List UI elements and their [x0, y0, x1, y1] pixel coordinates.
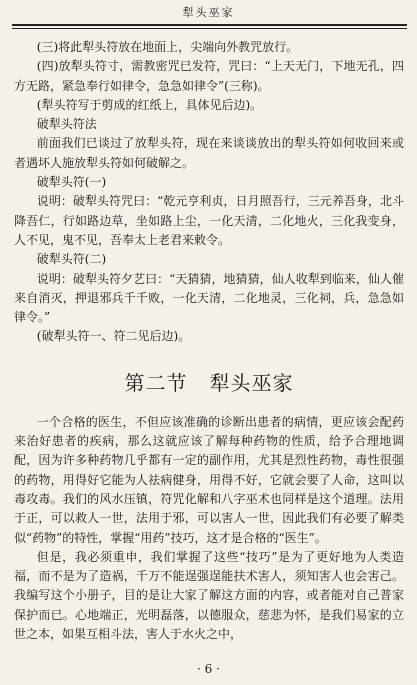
page-body	[14, 38, 404, 644]
page-number: · 6 ·	[197, 662, 220, 676]
paragraph: 一个合格的医生，不但应该准确的诊断出患者的病情，更应该会配药来治好患者的疾病，那么这就应该了解每种药物的性质，给予合理地调配，因为许多种药物几乎都有一定的副作用，尤其是烈性药物，毒性很强的药物，用得好它能为人祛病健身，用得不好，它就会要了人命，这叫以毒攻毒。我们的风水压镇，符咒化解和八字巫术也同样是这个道理。法用于正，可以救人一世，法用于邪，可以害人一世，因此我们有必要了解类似“药物”的特性，掌握“用药”技巧，这才是合格的“医生”。	[14, 414, 404, 545]
paragraph: (四)放犁头符寸，需教密咒已发符，咒曰：“上天无门，下地无孔，四方无路，紧急奉行如律令，急急如律令”(三称)。	[14, 59, 404, 93]
paragraph: 说明：破犁头符咒曰：“乾元亨利贞，日月照吾行，三元养吾身，北斗降吾仁，行如路边草，坐如路上尘，一化天清，二化地火，三化我变身，人不见，鬼不见，吾奉太上老君来敕令。	[14, 194, 404, 247]
paragraph: (犁头符写于剪成的红纸上，具体见后边)。	[36, 97, 263, 112]
subheading: 破犁头符法	[36, 117, 97, 132]
subheading: 破犁头符(一)	[36, 175, 107, 190]
header-rule-thin	[12, 28, 407, 29]
paragraph: 但是，我必须重申，我们掌握了这些“技巧”是为了更好地为人类造福，而不是为了造祸，千万不能逞强逞能扶术害人，须知害人也会害己。我编写这个小册子，目的是让大家了解这方面的内容，或者能对自己普家保护而已。心地端正，光明磊落，以德服众，慈悲为怀，是我们易家的立世之本，如果互相斗法，害人于水火之中，	[14, 549, 404, 642]
paragraph: (三)将此犁头符放在地面上，尖端向外教咒放行。	[36, 40, 299, 54]
section-title: 犁头巫家	[209, 370, 294, 395]
paragraph: 前面我们已谈过了放犁头符，现在来谈谈放出的犁头符如何收回来或者遇坏人施放犁头符如何破解之。	[14, 136, 404, 170]
subheading: 破犁头符(二)	[36, 252, 107, 267]
paragraph: (破犁头符一、符二见后边)。	[36, 329, 191, 344]
header-rule-thick	[12, 24, 407, 26]
paragraph: 说明：破犁头符夕艺曰：“天猜猜，地猜猜，仙人收犁到临来，仙人催来自消灭，押退邪兵千千败，一化天清，二化地灵，三化祠，兵，急急如律令。”	[14, 271, 404, 325]
section-number: 第二节	[124, 370, 188, 395]
section-heading	[14, 369, 404, 397]
running-header: 犁头巫家	[182, 6, 235, 19]
